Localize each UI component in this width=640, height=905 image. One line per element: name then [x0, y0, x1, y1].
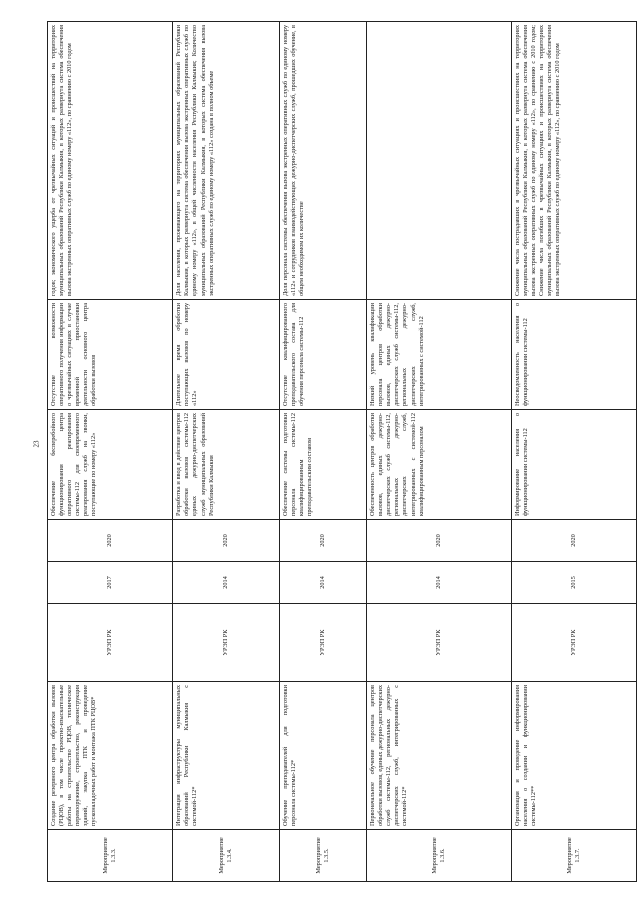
- consequence-cell: Низкий уровень квалификации персонала центров обработки вызовов, единых дежурно-диспетчерских служб системы-112, региональных дежурно-диспетчерских служб, интегрированных с системой-112: [367, 300, 511, 410]
- indicator-cell: годов; экономического ущерба от чрезвычайных ситуаций и происшествий на территориях муниципальных образований Республики Калмыкия, в которых развернута система обеспечения вызова экстренных оперативных служб по единому номеру «112», по сравнению с 2010 годом: [48, 22, 173, 300]
- expected-result-cell: Обеспеченность центров обработки вызовов, единых дежурно-диспетчерских служб системы-112, региональных дежурно-диспетчерских служб, интегрированных с системой-112 квалифицированным персоналом: [367, 410, 511, 520]
- end-year-cell: 2020: [173, 520, 279, 562]
- activity-name-cell: Обучение преподавателей для подготовки персонала системы-112*: [279, 682, 367, 830]
- expected-result-cell: Информирование населения о функционировании системы-112: [511, 410, 636, 520]
- start-year-cell: 2014: [173, 562, 279, 604]
- table-row: [48, 22, 173, 882]
- activity-id-cell: Мероприятие 1.3.4.: [173, 830, 279, 882]
- expected-result-cell: Обеспечение системы подготовки персонала системы-112 квалифицированным преподавательским составом: [279, 410, 367, 520]
- activity-id-cell: Мероприятие 1.3.7.: [511, 830, 636, 882]
- rotated-sheet: [47, 22, 637, 882]
- table-row: [279, 22, 367, 882]
- executor-cell: УРЭП РК: [511, 604, 636, 682]
- consequence-cell: Неосведомленность населения о функционировании системы-112: [511, 300, 636, 410]
- executor-cell: УРЭП РК: [173, 604, 279, 682]
- start-year-cell: 2014: [367, 562, 511, 604]
- end-year-cell: 2020: [511, 520, 636, 562]
- expected-result-cell: Обеспечение бесперебойного функционирования центра оперативного реагирования системы-112 для своевременного реагирования служб на звонки, поступающие по номеру «112»: [48, 410, 173, 520]
- end-year-cell: 2020: [48, 520, 173, 562]
- table-row: [173, 22, 279, 882]
- activity-id-cell: Мероприятие 1.3.6.: [367, 830, 511, 882]
- start-year-cell: 2017: [48, 562, 173, 604]
- start-year-cell: 2014: [279, 562, 367, 604]
- activity-name-cell: Создание резервного центра обработки вызовов (РЦОВ), в том числе проектно-изыскательные работы на строительство РЦОВ, техническое перевооружение, строительство, реконструкция зданий, закупка ПТК и проведение пусконаладочных работ и монтажа ПТК РЦОВ*: [48, 682, 173, 830]
- activity-id-cell: Мероприятие 1.3.3.: [48, 830, 173, 882]
- executor-cell: УРЭП РК: [48, 604, 173, 682]
- page-number: 23: [32, 440, 41, 448]
- consequence-cell: Отсутствие квалифицированного преподавательского состава для обучения персонала системы-112: [279, 300, 367, 410]
- activities-table: [47, 21, 637, 882]
- executor-cell: УРЭП РК: [367, 604, 511, 682]
- table-row: [511, 22, 636, 882]
- indicator-cell: Доля населения, проживающего на территориях муниципальных образований Республики Калмыкия, в которых развернута система обеспечения вызова экстренных оперативных служб по единому номеру «112», в общей численности населения Республики Калмыкия; Количество муниципальных образований Республики Калмыкия, в которых система обеспечения вызова экстренных оперативных служб по единому номеру «112» создана в полном объеме: [173, 22, 279, 300]
- expected-result-cell: Разработка и ввод в действие центров обработки вызовов системы-112 единых дежурно-диспетчерских служб муниципальных образований Республики Калмыкия: [173, 410, 279, 520]
- consequence-cell: Отсутствие возможности оперативного получения информации о чрезвычайных ситуациях в случае временной приостановки деятельности основного центра обработки вызовов: [48, 300, 173, 410]
- table-row: [367, 22, 511, 882]
- activity-name-cell: Интеграция инфраструктуры муниципальных образований Республики Калмыкия с системой-112*: [173, 682, 279, 830]
- indicator-cell: [367, 22, 511, 300]
- start-year-cell: 2015: [511, 562, 636, 604]
- end-year-cell: 2020: [367, 520, 511, 562]
- activity-name-cell: Организация и проведение информирования населения о создании и функционировании системы-112**: [511, 682, 636, 830]
- activity-name-cell: Первоначальное обучение персонала центров обработки вызовов, единых дежурно-диспетчерских служб системы-112, региональных дежурно-диспетчерских служб, интегрированных с системой-112*: [367, 682, 511, 830]
- indicator-cell: Снижение числа пострадавших в чрезвычайных ситуациях и происшествиях на территориях муниципальных образований Республики Калмыкия, в которых развернута система обеспечения вызова экстренных оперативных служб по единому номеру «112», по сравнению с 2010 годом; Снижение числа погибших в чрезвычайных ситуациях и происшествиях на территориях муниципальных образований Республики Калмыкия, в которых развернута система обеспечения вызова экстренных оперативных служб по единому номеру «112», по сравнению с 2010 годом: [511, 22, 636, 300]
- consequence-cell: Длительное время обработки поступающих вызовов по номеру «112»: [173, 300, 279, 410]
- indicator-cell: Доля персонала системы обеспечения вызова экстренных оперативных служб по единому номеру «112» и сотрудников взаимодействующих дежурно-диспетчерских служб, прошедших обучение, в общем необходимом их количестве: [279, 22, 367, 300]
- activity-id-cell: Мероприятие 1.3.5.: [279, 830, 367, 882]
- executor-cell: УРЭП РК: [279, 604, 367, 682]
- end-year-cell: 2020: [279, 520, 367, 562]
